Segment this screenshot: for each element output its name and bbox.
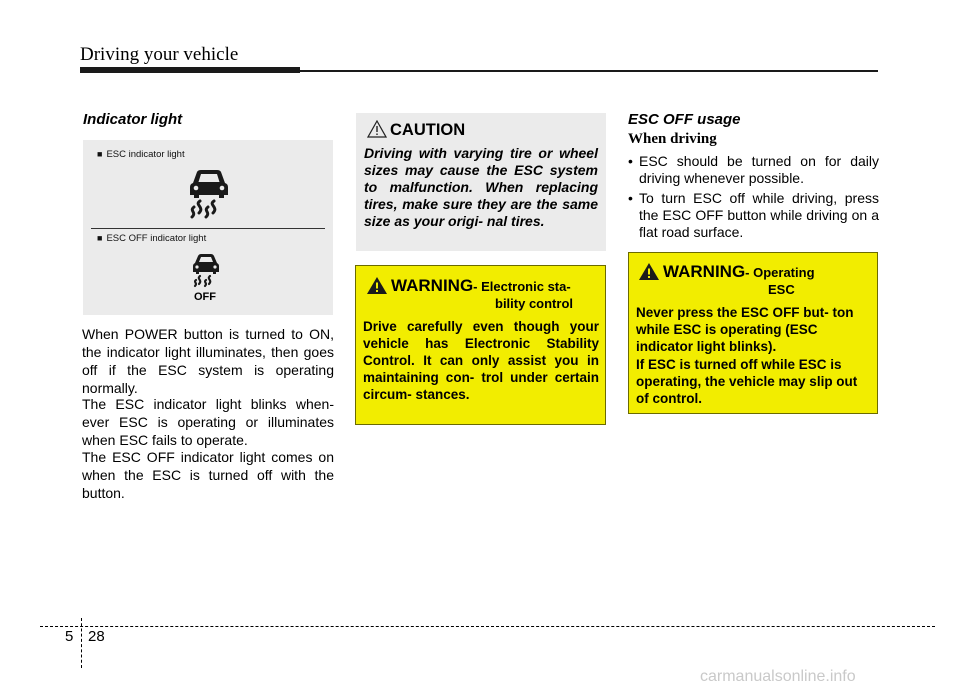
caution-body: Driving with varying tire or wheel sizes may cause the ESC system to malfunction. When replacing tires, make sure they are the same size as your origi- nal tires. [364, 145, 598, 229]
esc-skid-car-icon [183, 167, 235, 219]
indicator-paragraph-1: When POWER button is turned to ON, the indicator light illuminates, then goes off if the ESC system is operating normally. [82, 326, 334, 396]
warning-operating-paragraph-1: Never press the ESC OFF but- ton while ESC is operating (ESC indicator light blinks). [636, 305, 854, 354]
bullet-square-icon: ■ [97, 149, 103, 159]
esc-off-bullet-2: • To turn ESC off while driving, press the ESC OFF button while driving on a flat road surface. [628, 190, 879, 240]
esc-off-usage-heading: ESC OFF usage [628, 111, 741, 128]
warning-esc-subtitle-2: bility control [495, 296, 573, 311]
when-driving-subheading: When driving [628, 131, 717, 147]
esc-off-icon-text: OFF [194, 291, 216, 303]
warning-esc-subtitle-1: - Electronic sta- [473, 279, 571, 294]
warning-operating-subtitle-1: - Operating [745, 265, 815, 280]
indicator-divider [91, 228, 325, 229]
warning-operating-title [663, 262, 815, 282]
warning-triangle-icon [638, 262, 660, 281]
bullet-square-icon: ■ [97, 233, 103, 243]
warning-esc-title [391, 276, 571, 296]
indicator-paragraph-3: The ESC OFF indicator light comes on when the ESC is turned off with the button. [82, 449, 334, 501]
page-number: 28 [88, 628, 105, 645]
esc-off-bullet-1: • ESC should be turned on for daily driving whenever possible. [628, 153, 879, 186]
footer-vertical-rule [81, 618, 82, 668]
header-rule-thin [300, 70, 878, 72]
indicator-heading: Indicator light [83, 111, 183, 128]
warning-triangle-icon [366, 276, 388, 295]
chapter-number: 5 [65, 628, 74, 645]
caution-triangle-icon [367, 120, 387, 138]
warning-operating-paragraph-2: If ESC is turned off while ESC is operating, the vehicle may slip out of control. [636, 357, 858, 406]
section-title: Driving your vehicle [80, 44, 239, 65]
warning-operating-subtitle-2: ESC [768, 282, 795, 297]
esc-off-indicator-label: ■ ESC OFF indicator light [97, 233, 207, 244]
caution-title: CAUTION [390, 121, 466, 139]
warning-esc-body: Drive carefully even though your vehicle has Electronic Stability Control. It can only assist you in maintaining con- trol under certain circum- stances. [363, 319, 599, 402]
footer-rule [40, 626, 935, 627]
warning-operating-word: WARNING [663, 262, 746, 281]
watermark: carmanualsonline.info [700, 668, 856, 685]
esc-indicator-label: ■ ESC indicator light [97, 149, 185, 160]
warning-esc-word: WARNING [391, 276, 474, 295]
indicator-paragraph-2: The ESC indicator light blinks when- ever ESC is operating or illuminates when ESC fails to operate. [82, 396, 334, 448]
header-rule-thick [80, 67, 300, 73]
esc-off-skid-car-icon [188, 252, 224, 288]
